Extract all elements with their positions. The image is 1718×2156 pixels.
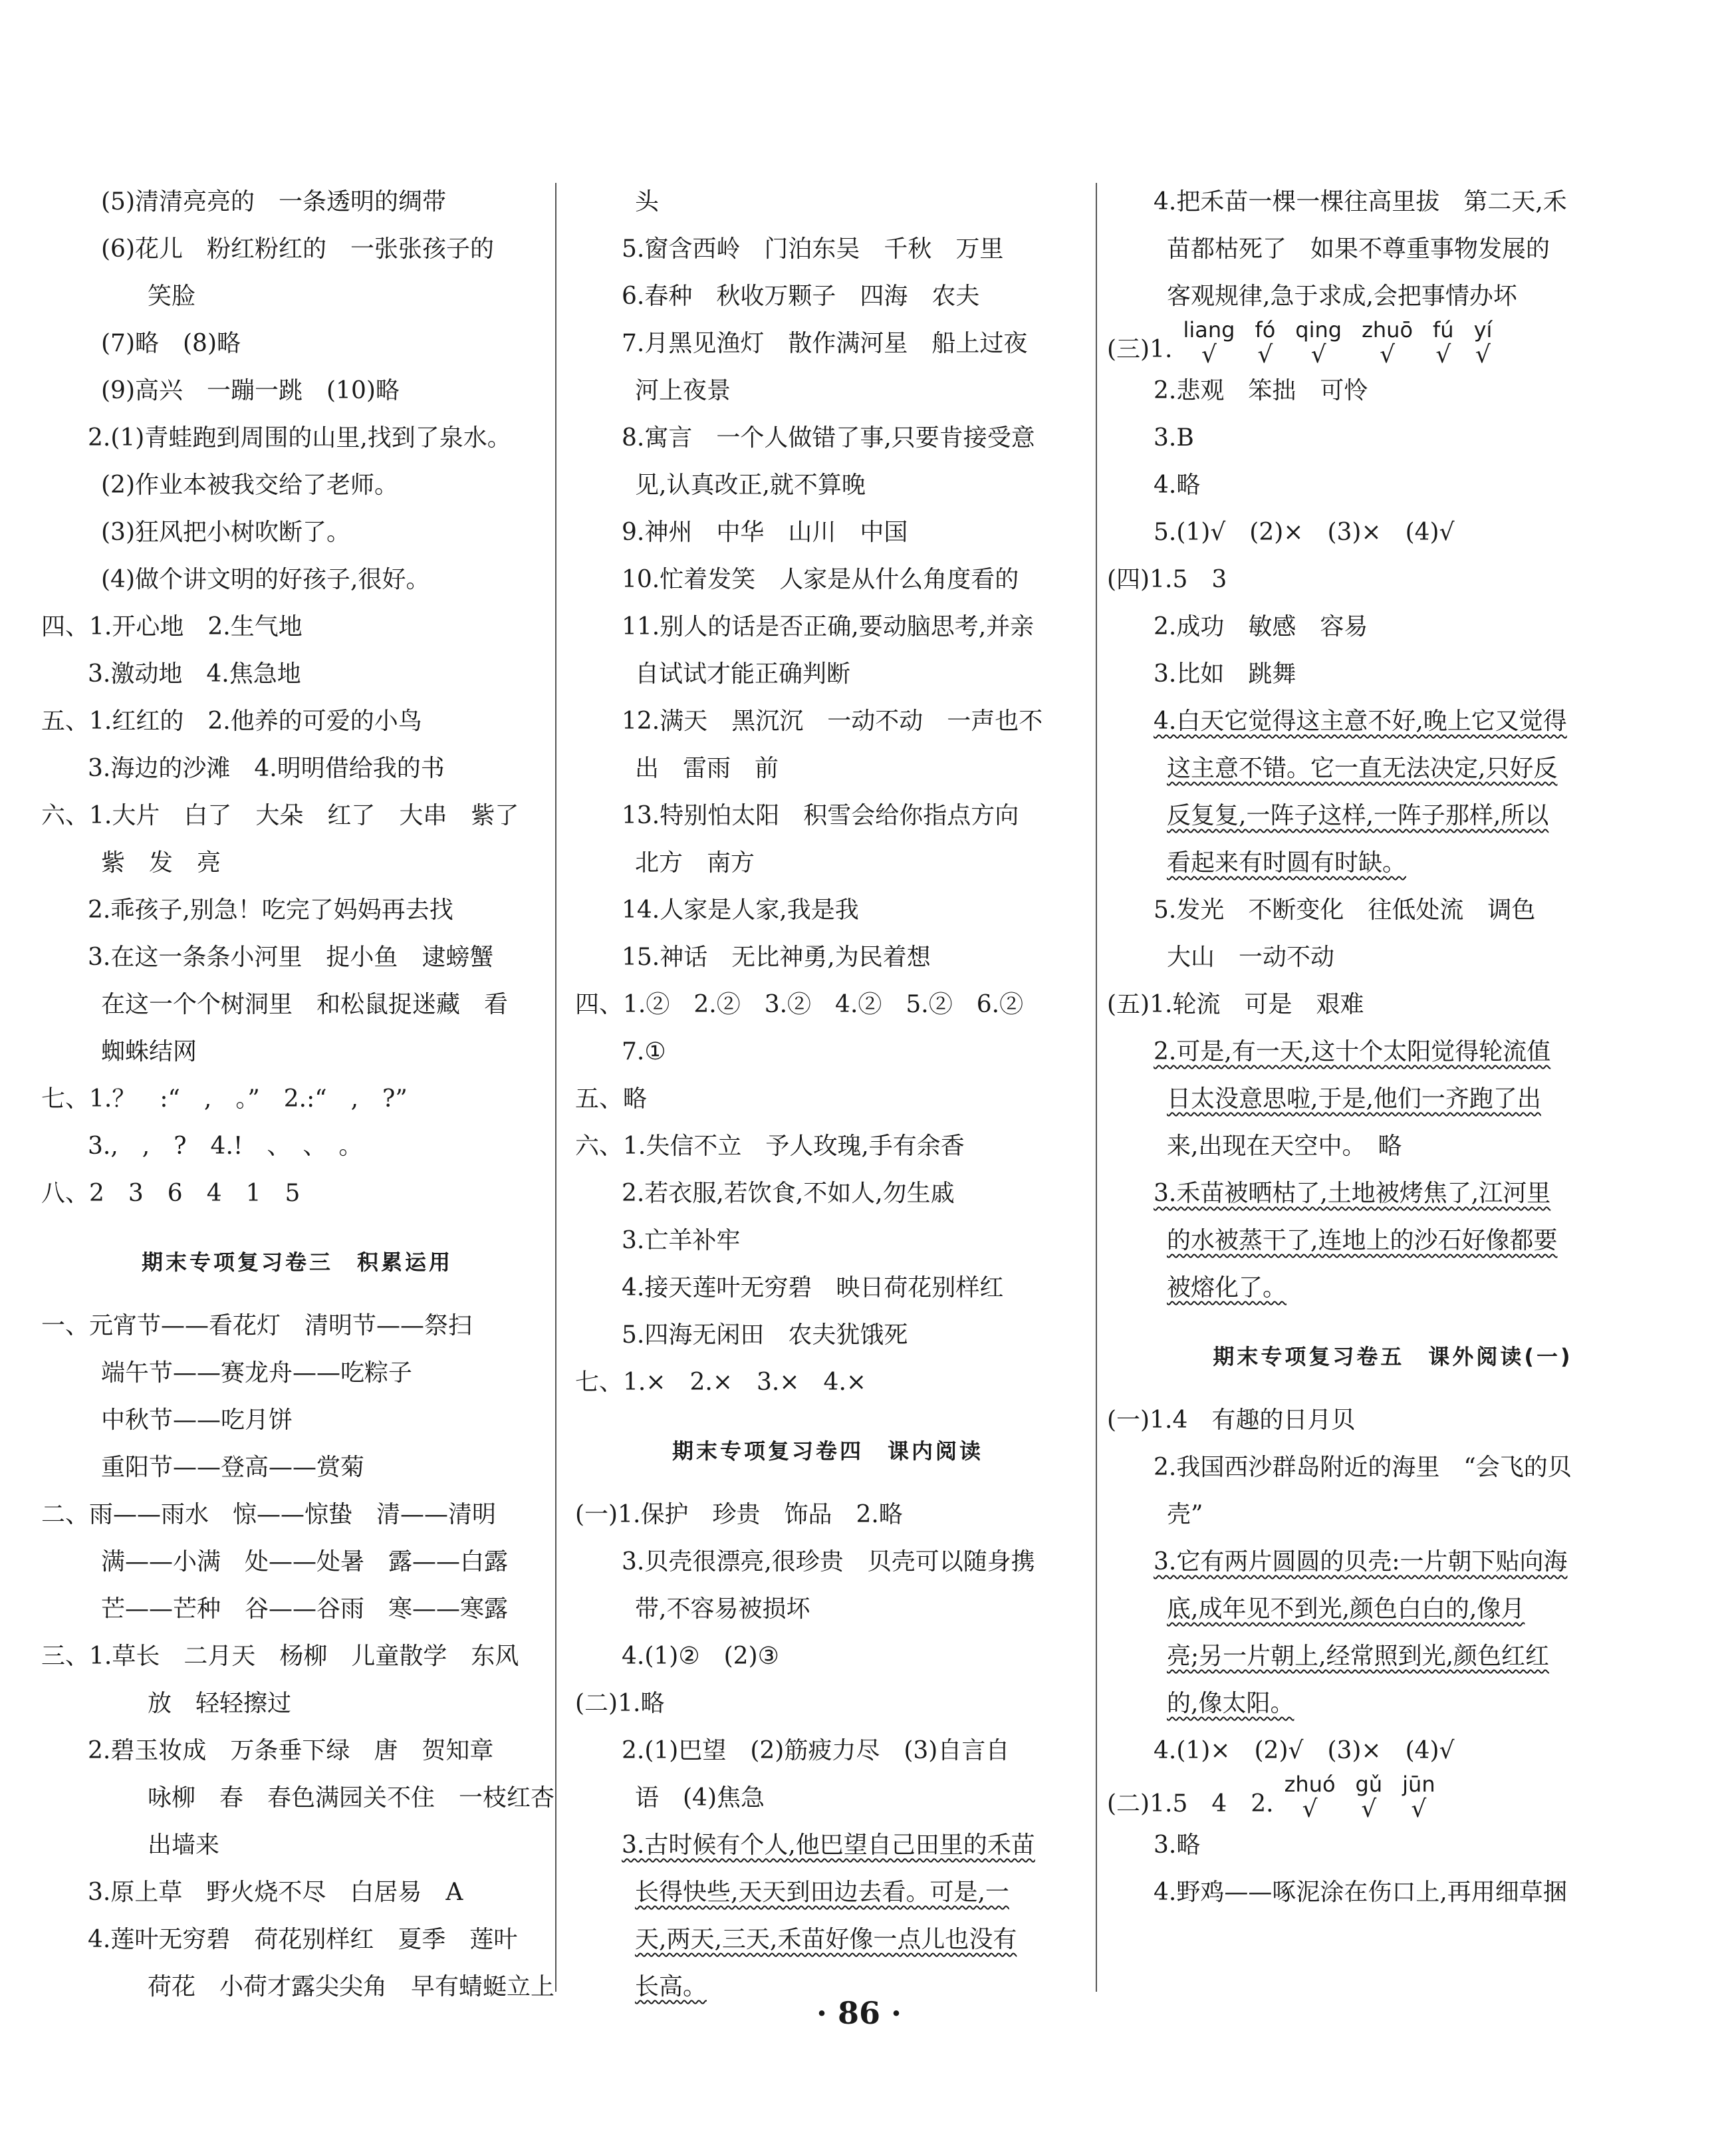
answer-line-underlined: 3.它有两片圆圆的贝壳:一片朝下贴向海: [1154, 1548, 1568, 1575]
pinyin-text: zhuō: [1362, 317, 1413, 342]
pinyin-text: yí: [1473, 317, 1493, 342]
answer-line: 出 雷雨 前: [635, 755, 779, 782]
answer-line: 八、2 3 6 4 1 5: [41, 1180, 301, 1207]
answer-line: (一)1.保护 珍贵 饰品 2.略: [575, 1501, 903, 1528]
answer-line: 见,认真改正,就不算晚: [635, 472, 866, 499]
answer-line-underlined: 底,成年见不到光,颜色白白的,像月: [1167, 1595, 1525, 1623]
column-divider-1: [555, 183, 556, 1992]
answer-line: 8.寓言 一个人做错了事,只要肯接受意: [622, 424, 1035, 452]
answer-line: 蜘蛛结网: [101, 1038, 197, 1065]
pinyin-item: [1183, 317, 1235, 367]
answer-line-underlined: 2.可是,有一天,这十个太阳觉得轮流值: [1154, 1038, 1551, 1065]
answer-line: 一、元宵节——看花灯 清明节——祭扫: [41, 1312, 473, 1339]
answer-line: 5.窗含西岭 门泊东吴 千秋 万里: [622, 235, 1004, 263]
check-mark: √: [1310, 341, 1326, 368]
answer-line-underlined: 3.禾苗被晒枯了,土地被烤焦了,江河里: [1154, 1180, 1551, 1207]
column-1: [41, 178, 553, 2010]
check-mark: √: [1475, 341, 1491, 368]
check-mark: √: [1411, 1796, 1427, 1823]
answer-line: 端午节——赛龙舟——吃粽子: [101, 1359, 413, 1387]
answer-line: 3.在这一条条小河里 捉小鱼 逮螃蟹: [88, 944, 494, 971]
answer-line: 大山 一动不动: [1167, 944, 1335, 971]
answer-line: 河上夜景: [635, 377, 731, 404]
answer-line: 四、1.② 2.② 3.② 4.② 5.② 6.②: [575, 991, 1024, 1018]
pinyin-item: [1295, 317, 1342, 367]
answer-line: 11.别人的话是否正确,要动脑思考,并亲: [622, 613, 1035, 640]
answer-line: 3.略: [1154, 1831, 1201, 1859]
answer-line-underlined: 反复复,一阵子这样,一阵子那样,所以: [1167, 802, 1549, 829]
answer-line: 3.贝壳很漂亮,很珍贵 贝壳可以随身携: [622, 1548, 1035, 1575]
answer-line: 带,不容易被损坏: [635, 1595, 810, 1623]
answer-line: (二)1.略: [575, 1690, 665, 1717]
answer-line: 2.碧玉妆成 万条垂下绿 唐 贺知章: [88, 1737, 494, 1764]
column-2: [575, 178, 1080, 2010]
answer-line: 15.神话 无比神勇,为民着想: [622, 944, 931, 971]
pinyin-item: [1402, 1771, 1435, 1821]
answer-line: 六、1.大片 白了 大朵 红了 大串 紫了: [41, 802, 519, 829]
answer-line-underlined: 看起来有时圆有时缺。: [1167, 849, 1407, 876]
answer-line: 紫 发 亮: [101, 849, 221, 876]
pinyin-row-label: (三)1.: [1107, 336, 1173, 363]
answer-line: (4)做个讲文明的好孩子,很好。: [101, 566, 430, 593]
answer-line: 六、1.失信不立 予人玫瑰,手有余香: [575, 1133, 965, 1160]
answer-line: 2.我国西沙群岛附近的海里 “会飞的贝: [1154, 1454, 1572, 1481]
answer-line: 出墙来: [148, 1831, 220, 1859]
answer-line: 2.乖孩子,别急！吃完了妈妈再去找: [88, 896, 453, 924]
answer-line: 苗都枯死了 如果不尊重事物发展的: [1167, 235, 1550, 263]
answer-line-underlined: 这主意不错。它一直无法决定,只好反: [1167, 755, 1558, 782]
pinyin-text: liang: [1183, 317, 1235, 342]
answer-line: (7)略 (8)略: [101, 330, 241, 357]
answer-line-underlined: 的水被蒸干了,连地上的沙石好像都要: [1167, 1227, 1558, 1254]
answer-line: 七、1.？ :“ , 。” 2.:“ , ?”: [41, 1085, 408, 1113]
pinyin-text: fó: [1255, 317, 1276, 342]
answer-line: 中秋节——吃月饼: [101, 1407, 293, 1434]
column-divider-2: [1096, 183, 1097, 1992]
answer-line: 12.满天 黑沉沉 一动不动 一声也不: [622, 708, 1043, 735]
check-mark: √: [1361, 1796, 1377, 1823]
answer-line: 五、略: [575, 1085, 648, 1113]
answer-line: 7.①: [622, 1038, 666, 1065]
check-mark: √: [1435, 341, 1451, 368]
pinyin-item: [1474, 317, 1493, 367]
answer-line: (四)1.5 3: [1107, 566, 1227, 593]
column-3: [1107, 178, 1679, 1916]
answer-line: 2.悲观 笨拙 可怜: [1154, 377, 1368, 404]
answer-line-underlined: 的,像太阳。: [1167, 1690, 1294, 1717]
answer-line-underlined: 4.白天它觉得这主意不好,晚上它又觉得: [1154, 708, 1567, 735]
answer-line: (9)高兴 一蹦一跳 (10)略: [101, 377, 400, 404]
pinyin-text: jūn: [1402, 1772, 1435, 1797]
answer-line: 重阳节——登高——赏菊: [101, 1454, 365, 1481]
answer-line: 14.人家是人家,我是我: [622, 896, 859, 924]
page-number: · 86 ·: [816, 1995, 902, 2031]
answer-line: 语 (4)焦急: [635, 1784, 765, 1812]
check-mark: √: [1257, 341, 1273, 368]
answer-line-underlined: 亮;另一片朝上,经常照到光,颜色红红: [1167, 1643, 1550, 1670]
pinyin-row-2: [1107, 1774, 1679, 1821]
answer-line: 笑脸: [148, 283, 196, 310]
answer-line: 6.春种 秋收万颗子 四海 农夫: [622, 283, 980, 310]
answer-line: 7.月黑见渔灯 散作满河星 船上过夜: [622, 330, 1028, 357]
answer-line: 四、1.开心地 2.生气地: [41, 613, 303, 640]
answer-line: (五)1.轮流 可是 艰难: [1107, 991, 1364, 1018]
answer-line-underlined: 长高。: [635, 1973, 707, 2000]
answer-line: 4.(1)× (2)√ (3)× (4)√: [1154, 1737, 1455, 1764]
answer-line: 4.略: [1154, 472, 1201, 499]
answer-line: (6)花儿 粉红粉红的 一张张孩子的: [101, 235, 494, 263]
answer-line: 3.亡羊补牢: [622, 1227, 741, 1254]
pinyin-item: [1356, 1771, 1383, 1821]
answer-line: 客观规律,急于求成,会把事情办坏: [1167, 283, 1517, 310]
answer-line: 2.(1)巴望 (2)筋疲力尽 (3)自言自: [622, 1737, 1010, 1764]
check-mark: √: [1201, 341, 1217, 368]
answer-line: 荷花 小荷才露尖尖角 早有蜻蜓立上: [148, 1973, 555, 2000]
answer-line: (一)1.4 有趣的日月贝: [1107, 1407, 1356, 1434]
answer-line: 七、1.× 2.× 3.× 4.×: [575, 1369, 867, 1396]
answer-line-underlined: 长得快些,天天到田边去看。可是,一: [635, 1879, 1009, 1906]
answer-line: 10.忙着发笑 人家是从什么角度看的: [622, 566, 1019, 593]
answer-line-underlined: 3.古时候有个人,他巴望自己田里的禾苗: [622, 1831, 1035, 1859]
answer-line: 3., , ? 4.! 、 、 。: [88, 1133, 363, 1160]
section-title: 期末专项复习卷五 课外阅读(一): [1213, 1344, 1573, 1369]
section-title: 期末专项复习卷三 积累运用: [141, 1250, 453, 1275]
answer-line: 13.特别怕太阳 积雪会给你指点方向: [622, 802, 1019, 829]
answer-line: 壳”: [1167, 1501, 1203, 1528]
answer-line: 4.把禾苗一棵一棵往高里拔 第二天,禾: [1154, 188, 1567, 215]
pinyin-text: zhuó: [1284, 1772, 1336, 1797]
answer-line: 二、雨——雨水 惊——惊蛰 清——清明: [41, 1501, 497, 1528]
answer-line: 5.四海无闲田 农夫犹饿死: [622, 1321, 908, 1349]
pinyin-row-label: (二)1.5 4 2.: [1107, 1790, 1274, 1818]
answer-line: 3.原上草 野火烧不尽 白居易 A: [88, 1879, 463, 1906]
answer-line: (2)作业本被我交给了老师。: [101, 472, 398, 499]
answer-line: 9.神州 中华 山川 中国: [622, 519, 908, 546]
check-mark: √: [1302, 1796, 1318, 1823]
section-title: 期末专项复习卷四 课内阅读: [672, 1438, 983, 1464]
pinyin-text: qing: [1295, 317, 1342, 342]
answer-line: 咏柳 春 春色满园关不住 一枝红杏: [148, 1784, 555, 1812]
answer-line: 2.成功 敏感 容易: [1154, 613, 1368, 640]
pinyin-text: fú: [1433, 317, 1454, 342]
answer-line-underlined: 天,两天,三天,禾苗好像一点儿也没有: [635, 1926, 1017, 1953]
answer-line: (3)狂风把小树吹断了。: [101, 519, 350, 546]
answer-line: 三、1.草长 二月天 杨柳 儿童散学 东风: [41, 1643, 519, 1670]
answer-line: 来,出现在天空中。 略: [1167, 1133, 1402, 1160]
answer-line: 3.B: [1154, 424, 1194, 452]
answer-line: 2.若衣服,若饮食,不如人,勿生戚: [622, 1180, 955, 1207]
answer-line: 5.发光 不断变化 往低处流 调色: [1154, 896, 1536, 924]
answer-line: 4.野鸡——啄泥涂在伤口上,再用细草捆: [1154, 1879, 1567, 1906]
answer-line: 满——小满 处——处暑 露——白露: [101, 1548, 509, 1575]
answer-line: 4.接天莲叶无穷碧 映日荷花别样红: [622, 1274, 1004, 1301]
pinyin-item: [1433, 317, 1454, 367]
answer-line-underlined: 日太没意思啦,于是,他们一齐跑了出: [1167, 1085, 1541, 1113]
pinyin-item: [1255, 317, 1275, 367]
answer-line: 2.(1)青蛙跑到周围的山里,找到了泉水。: [88, 424, 511, 452]
answer-line: 5.(1)√ (2)× (3)× (4)√: [1154, 519, 1455, 546]
answer-line: (5)清清亮亮的 一条透明的绸带: [101, 188, 446, 215]
answer-line-underlined: 被熔化了。: [1167, 1274, 1287, 1301]
answer-line: 3.激动地 4.焦急地: [88, 660, 301, 688]
answer-line: 在这一个个树洞里 和松鼠捉迷藏 看: [101, 991, 509, 1018]
answer-line: 放 轻轻擦过: [148, 1690, 292, 1717]
answer-line: 芒——芒种 谷——谷雨 寒——寒露: [101, 1595, 509, 1623]
pinyin-item: [1362, 317, 1413, 367]
answer-line: 头: [635, 188, 660, 215]
pinyin-row-1: [1107, 317, 1679, 368]
answer-line: 3.比如 跳舞: [1154, 660, 1296, 688]
answer-line: 4.(1)② (2)③: [622, 1643, 779, 1670]
answer-line: 3.海边的沙滩 4.明明借给我的书: [88, 755, 445, 782]
answer-line: 五、1.红红的 2.他养的可爱的小鸟: [41, 708, 422, 735]
answer-line: 自试试才能正确判断: [635, 660, 851, 688]
answer-line: 4.莲叶无穷碧 荷花别样红 夏季 莲叶: [88, 1926, 518, 1953]
pinyin-text: gǔ: [1355, 1772, 1383, 1797]
answer-line: 北方 南方: [635, 849, 755, 876]
check-mark: √: [1380, 341, 1396, 368]
pinyin-item: [1285, 1771, 1336, 1821]
